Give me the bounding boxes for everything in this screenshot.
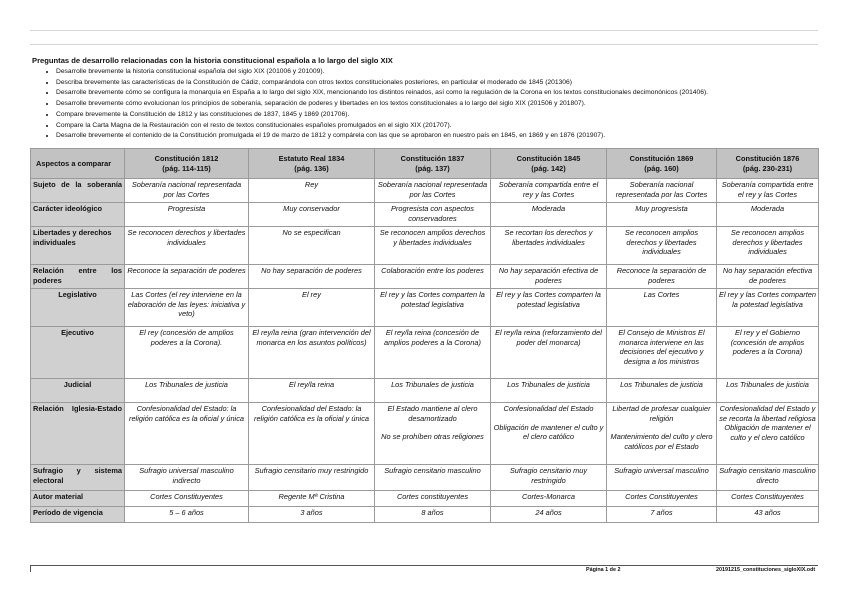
column-header: Constitución 1837 (pág. 137) bbox=[375, 149, 491, 179]
church-note: Mantenimiento del culto y clero católicos por el Estado bbox=[610, 432, 713, 451]
table-cell: El rey (concesión de amplios poderes a la Corona). bbox=[125, 327, 249, 379]
church-note: No se prohíben otras religiones bbox=[381, 432, 484, 441]
table-cell: 43 años bbox=[717, 507, 819, 523]
table-cell: El rey y las Cortes comparten la potestad legislativa bbox=[375, 289, 491, 327]
table-cell: 7 años bbox=[607, 507, 717, 523]
table-row bbox=[31, 227, 819, 265]
column-header: Constitución 1812 (pág. 114-115) bbox=[125, 149, 249, 179]
table-cell: 24 años bbox=[491, 507, 607, 523]
church-text: Libertad de profesar cualquier religión bbox=[612, 404, 711, 423]
table-cell: Progresista bbox=[125, 203, 249, 227]
table-cell: Rey bbox=[249, 179, 375, 203]
table-cell: Muy conservador bbox=[249, 203, 375, 227]
table-cell: Las Cortes bbox=[607, 289, 717, 327]
table-row bbox=[31, 465, 819, 491]
questions-heading: Preguntas de desarrollo relacionadas con la historia constitucional española a lo largo del siglo XIX bbox=[32, 56, 393, 65]
column-header: Estatuto Real 1834 (pág. 136) bbox=[249, 149, 375, 179]
row-header: Período de vigencia bbox=[31, 507, 125, 523]
footer-filename: 20191215_constituciones_sigloXIX.odt bbox=[716, 567, 816, 573]
footer-tick bbox=[30, 565, 31, 572]
row-header: Autor material bbox=[31, 491, 125, 507]
table-row bbox=[31, 289, 819, 327]
row-header: Sufragio y sistema electoral bbox=[31, 465, 125, 491]
table-cell: No hay separación efectiva de poderes bbox=[717, 265, 819, 289]
table-cell: Los Tribunales de justicia bbox=[607, 379, 717, 403]
table-cell: Se reconocen amplios derechos y libertades individuales bbox=[717, 227, 819, 265]
table-cell: Moderada bbox=[491, 203, 607, 227]
table-cell: Los Tribunales de justicia bbox=[375, 379, 491, 403]
table-cell: Cortes-Monarca bbox=[491, 491, 607, 507]
table-row bbox=[31, 491, 819, 507]
table-row bbox=[31, 327, 819, 379]
table-row bbox=[31, 265, 819, 289]
row-header: Carácter ideológico bbox=[31, 203, 125, 227]
comparison-table bbox=[30, 148, 819, 523]
table-cell: No se especifican bbox=[249, 227, 375, 265]
table-cell: Moderada bbox=[717, 203, 819, 227]
table-cell: Sufragio universal masculino bbox=[607, 465, 717, 491]
church-text: Confesionalidad del Estado bbox=[503, 404, 594, 413]
church-text: El Estado mantiene al clero desamortizado bbox=[387, 404, 478, 423]
table-cell: Confesionalidad del Estado: la religión católica es la oficial y única bbox=[249, 403, 375, 465]
table-cell: El rey bbox=[249, 289, 375, 327]
list-item: • Desarrolle brevemente cómo se configura la monarquía en España a lo largo del siglo XIX, mencionando los distintos reinados, así como la regulación de la Corona en los textos constitucionales decimonónicos (201406). bbox=[56, 88, 708, 99]
column-header: Constitución 1845 (pág. 142) bbox=[491, 149, 607, 179]
row-header: Libertades y derechos individuales bbox=[31, 227, 125, 265]
table-cell: Los Tribunales de justicia bbox=[491, 379, 607, 403]
table-cell: Soberanía nacional representada por las Cortes bbox=[607, 179, 717, 203]
church-text: Confesionalidad del Estado y se recorta la libertad religiosa bbox=[719, 404, 816, 423]
table-cell: Progresista con aspectos conservadores bbox=[375, 203, 491, 227]
questions-list bbox=[42, 67, 708, 142]
table-cell: El rey y el Gobierno (concesión de amplios poderes a la Corona) bbox=[717, 327, 819, 379]
table-cell: Confesionalidad del Estado: la religión católica es la oficial y única bbox=[125, 403, 249, 465]
table-cell: Cortes constituyentes bbox=[375, 491, 491, 507]
table-cell: Cortes Constituyentes bbox=[607, 491, 717, 507]
table-cell: No hay separación de poderes bbox=[249, 265, 375, 289]
table-cell bbox=[375, 403, 491, 465]
footer-page-number: Página 1 de 2 bbox=[586, 567, 621, 573]
table-cell: Se reconocen amplios derechos y libertades individuales bbox=[375, 227, 491, 265]
table-cell: 8 años bbox=[375, 507, 491, 523]
row-header: Relación Iglesia-Estado bbox=[31, 403, 125, 465]
list-item: • Desarrolle brevemente la historia constitucional española del siglo XIX (201006 y 201009). bbox=[56, 67, 708, 78]
table-cell: El rey y las Cortes comparten la potestad legislativa bbox=[717, 289, 819, 327]
table-cell bbox=[717, 403, 819, 465]
column-header: Constitución 1869 (pág. 160) bbox=[607, 149, 717, 179]
corner-header: Aspectos a comparar bbox=[31, 149, 125, 179]
table-cell: Regente Mª Cristina bbox=[249, 491, 375, 507]
table-cell: 5 – 6 años bbox=[125, 507, 249, 523]
table-cell: Cortes Constituyentes bbox=[125, 491, 249, 507]
table-row bbox=[31, 179, 819, 203]
list-item: • Describa brevemente las características de la Constitución de Cádiz, comparándola con otros textos constitucionales posteriores, en particular el moderado de 1845 (201306) bbox=[56, 78, 708, 89]
table-cell: Soberanía compartida entre el rey y las Cortes bbox=[717, 179, 819, 203]
table-cell bbox=[491, 403, 607, 465]
table-cell: El rey/la reina (concesión de amplios poderes a la Corona) bbox=[375, 327, 491, 379]
table-cell bbox=[607, 403, 717, 465]
table-header-row bbox=[31, 149, 819, 179]
table-row bbox=[31, 403, 819, 465]
row-header: Legislativo bbox=[31, 289, 125, 327]
table-cell: Cortes Constituyentes bbox=[717, 491, 819, 507]
table-row bbox=[31, 507, 819, 523]
column-header: Constitución 1876 (pág. 230-231) bbox=[717, 149, 819, 179]
table-cell: Sufragio censitario masculino directo bbox=[717, 465, 819, 491]
table-cell: 3 años bbox=[249, 507, 375, 523]
table-cell: Soberanía nacional representada por las Cortes bbox=[125, 179, 249, 203]
table-cell: El rey/la reina (gran intervención del monarca en los asuntos políticos) bbox=[249, 327, 375, 379]
table-cell: Reconoce la separación de poderes bbox=[125, 265, 249, 289]
list-item: • Compare brevemente la Constitución de 1812 y las constituciones de 1837, 1845 y 1869 (201706). bbox=[56, 110, 708, 121]
table-cell: Colaboración entre los poderes bbox=[375, 265, 491, 289]
table-cell: Sufragio censitario muy restringido bbox=[249, 465, 375, 491]
table-cell: No hay separación efectiva de poderes bbox=[491, 265, 607, 289]
list-item: • Desarrolle brevemente el contenido de la Constitución promulgada el 19 de marzo de 1812 y compárela con las que se aprobaron en nuestro país en 1845, en 1869 y en 1876 (201907). bbox=[56, 131, 708, 142]
list-item: • Compare la Carta Magna de la Restauración con el resto de textos constitucionales españoles promulgados en el siglo XIX (201707). bbox=[56, 121, 708, 132]
table-cell: El rey y las Cortes comparten la potestad legislativa bbox=[491, 289, 607, 327]
row-header: Ejecutivo bbox=[31, 327, 125, 379]
row-header: Judicial bbox=[31, 379, 125, 403]
top-rule-2 bbox=[30, 44, 818, 45]
table-cell: Soberanía nacional representada por las Cortes bbox=[375, 179, 491, 203]
table-row bbox=[31, 203, 819, 227]
list-item: • Desarrolle brevemente cómo evolucionan los principios de soberanía, separación de poderes y libertades en los textos constitucionales a lo largo del siglo XIX (201506 y 201807). bbox=[56, 99, 708, 110]
table-cell: Muy progresista bbox=[607, 203, 717, 227]
table-cell: El rey/la reina (reforzamiento del poder del monarca) bbox=[491, 327, 607, 379]
table-cell: Los Tribunales de justicia bbox=[125, 379, 249, 403]
table-cell: Las Cortes (el rey interviene en la elaboración de las leyes: iniciativa y veto) bbox=[125, 289, 249, 327]
table-cell: Soberanía compartida entre el rey y las Cortes bbox=[491, 179, 607, 203]
table-cell: El Consejo de Ministros El monarca interviene en las decisiones del ejecutivo y designa a los ministros bbox=[607, 327, 717, 379]
table-cell: Sufragio censitario muy restringido bbox=[491, 465, 607, 491]
table-cell: Se reconocen amplios derechos y libertades individuales bbox=[607, 227, 717, 265]
table-cell: Se recortan los derechos y libertades individuales bbox=[491, 227, 607, 265]
table-cell: Reconoce la separación de poderes bbox=[607, 265, 717, 289]
church-note: Obligación de mantener el culto y el clero católico bbox=[493, 422, 604, 441]
church-note: Obligación de mantener el culto y el clero católico bbox=[724, 423, 811, 442]
top-rule-1 bbox=[30, 30, 818, 31]
table-cell: El rey/la reina bbox=[249, 379, 375, 403]
table-cell: Sufragio censitario masculino bbox=[375, 465, 491, 491]
footer-rule bbox=[30, 565, 818, 566]
table-row bbox=[31, 379, 819, 403]
table-cell: Sufragio universal masculino indirecto bbox=[125, 465, 249, 491]
row-header: Sujeto de la soberanía bbox=[31, 179, 125, 203]
table-cell: Los Tribunales de justicia bbox=[717, 379, 819, 403]
row-header: Relación entre los poderes bbox=[31, 265, 125, 289]
table-cell: Se reconocen derechos y libertades individuales bbox=[125, 227, 249, 265]
